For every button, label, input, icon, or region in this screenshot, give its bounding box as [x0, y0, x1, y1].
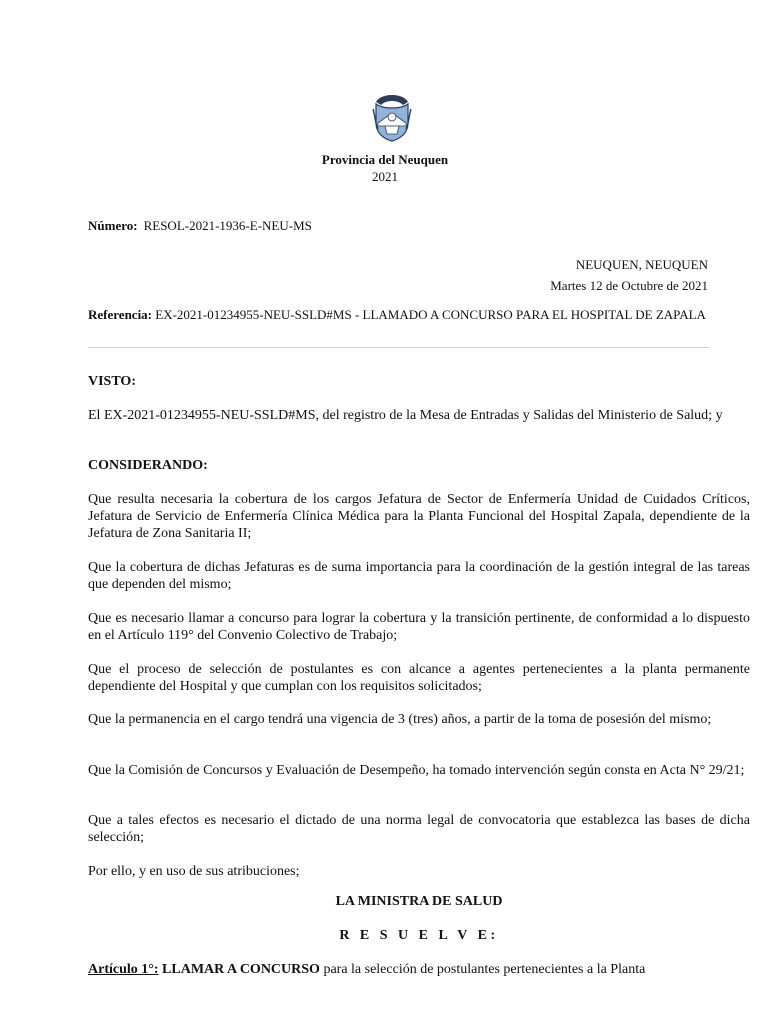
visto-text: El EX-2021-01234955-NEU-SSLD#MS, del registro de la Mesa de Entradas y Salidas del Ministerio de Salud; y — [88, 408, 723, 423]
resolution-number-value: RESOL-2021-1936-E-NEU-MS — [143, 218, 312, 233]
ministra-heading: LA MINISTRA DE SALUD — [335, 894, 503, 909]
date: Martes 12 de Octubre de 2021 — [550, 278, 708, 293]
resolution-number-label: Número: — [88, 218, 138, 233]
province-name: Provincia del Neuquen — [321, 152, 449, 167]
article-1-text: para la selección de postulantes pertenecientes a la Planta — [323, 962, 646, 977]
reference-text: EX-2021-01234955-NEU-SSLD#MS - LLAMADO A CONCURSO PARA EL HOSPITAL DE ZAPALA — [155, 307, 706, 322]
article-1-bold: LLAMAR A CONCURSO — [162, 962, 320, 977]
considerando-paragraph: Que resulta necesaria la cobertura de los cargos Jefatura de Sector de Enfermería Unidad de Cuidados Críticos, Jefatura de Servicio de Enfermería Clínica Médica para la Planta Funcional del Hospital Zapala, dependiente de la Jefatura de Zona Sanitaria II; — [88, 492, 750, 541]
considerando-paragraph: Que la cobertura de dichas Jefaturas es de suma importancia para la coordinación de la gestión integral de las tareas que dependen del mismo; — [88, 560, 750, 592]
visto-heading: VISTO: — [88, 374, 136, 389]
considerando-heading: CONSIDERANDO: — [88, 458, 208, 473]
reference — [88, 307, 708, 323]
place: NEUQUEN, NEUQUEN — [575, 257, 708, 272]
considerando-paragraph: Que la Comisión de Concursos y Evaluación de Desempeño, ha tomado intervención según consta en Acta N° 29/21; — [88, 763, 745, 778]
article-1-label: Artículo 1°: — [88, 962, 159, 977]
article-1 — [88, 961, 750, 978]
place-and-date — [550, 254, 708, 296]
resuelve-heading: R E S U E L V E: — [339, 928, 499, 943]
considerando-paragraph: Que el proceso de selección de postulantes es con alcance a agentes pertenecientes a la planta permanente dependiente del Hospital y que cumplan con los requisitos solicitados; — [88, 662, 750, 694]
considerando-paragraph: Por ello, y en uso de sus atribuciones; — [88, 864, 300, 879]
resolution-number — [88, 218, 312, 234]
reference-label: Referencia: — [88, 307, 153, 322]
province-coat-of-arms-icon — [371, 93, 413, 143]
considerando-paragraph: Que la permanencia en el cargo tendrá una vigencia de 3 (tres) años, a partir de la toma de posesión del mismo; — [88, 712, 712, 727]
considerando-paragraph: Que es necesario llamar a concurso para lograr la cobertura y la transición pertinente, de conformidad a lo dispuesto en el Artículo 119° del Convenio Colectivo de Trabajo; — [88, 611, 750, 643]
header-divider — [88, 347, 709, 348]
document-year: 2021 — [372, 169, 398, 184]
considerando-paragraph: Que a tales efectos es necesario el dictado de una norma legal de convocatoria que establezca las bases de dicha selección; — [88, 813, 750, 845]
